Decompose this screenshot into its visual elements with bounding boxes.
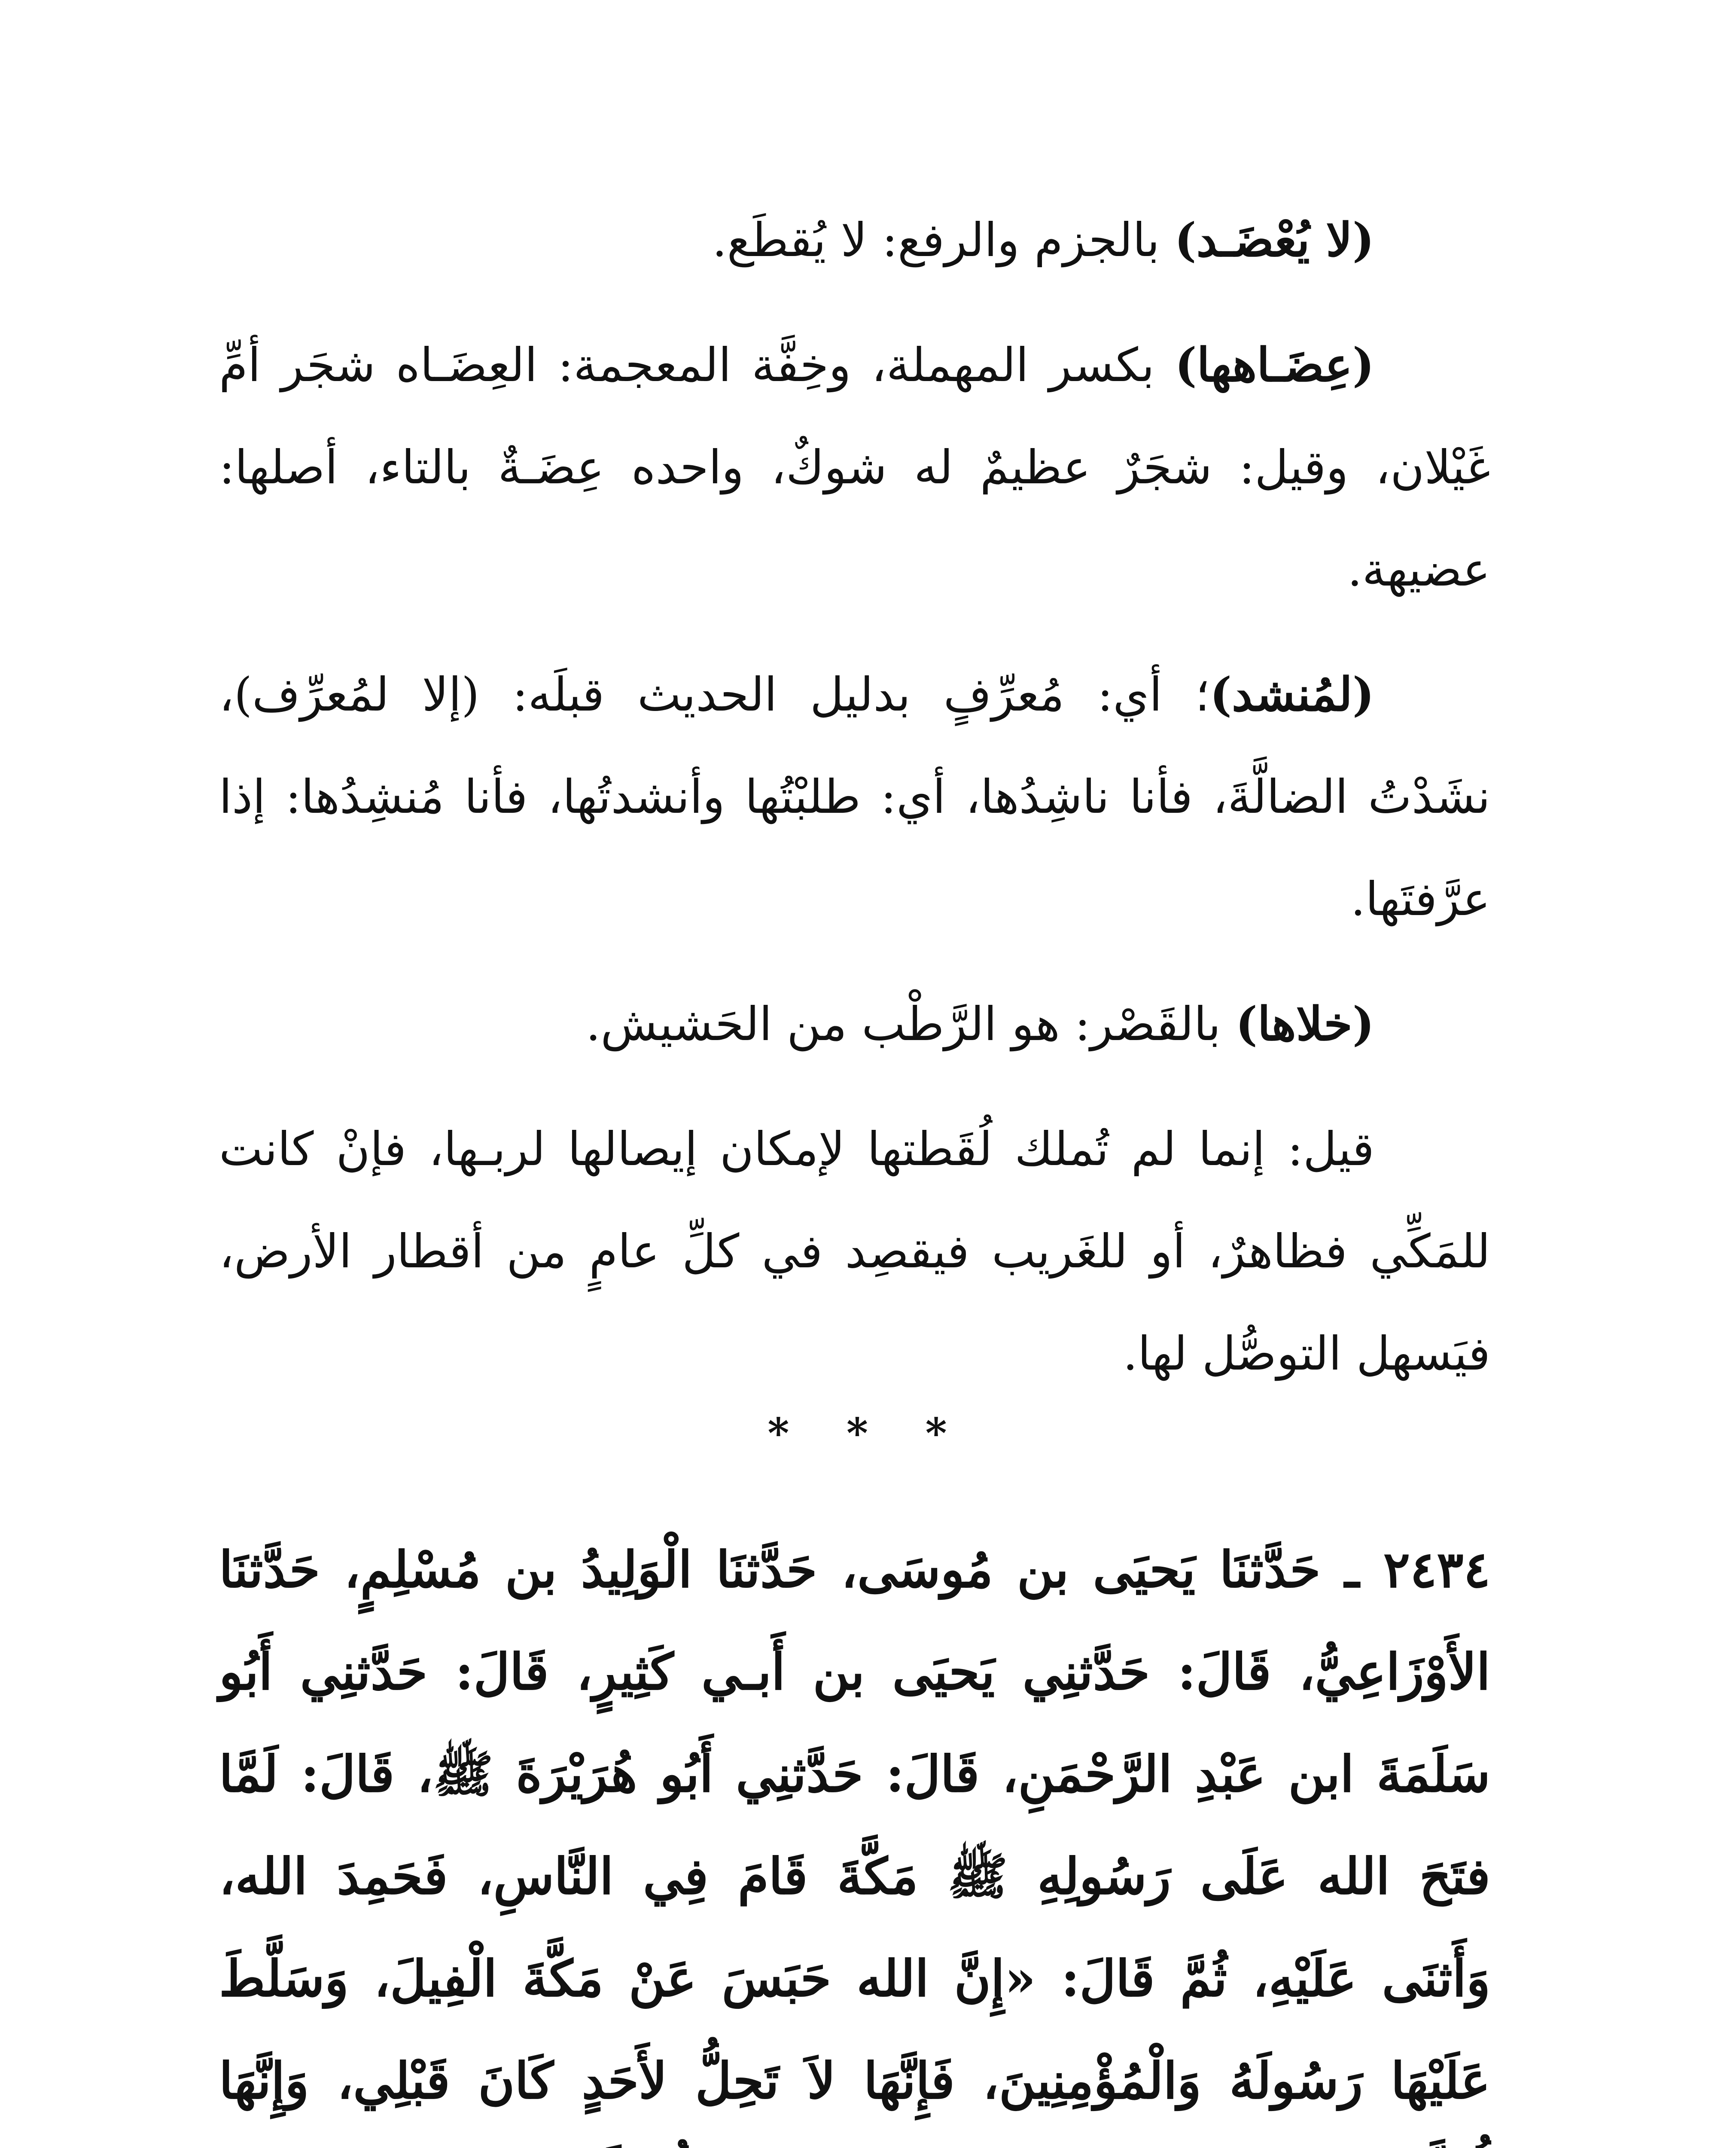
gloss-headword: (عِضَـاهها) [1175, 338, 1374, 392]
gloss-paragraph [219, 314, 1490, 621]
gloss-headword: (خلاها) [1235, 997, 1374, 1051]
gloss-paragraph [219, 973, 1490, 1076]
hadith-number: ٢٤٣٤ ـ [1344, 1541, 1490, 1599]
gloss-text: بالجزم والرفع: لا يُقطَع. [712, 214, 1175, 267]
section-divider: * * * [767, 1409, 969, 1458]
hadith-block [219, 1519, 1490, 2148]
commentary-block [219, 189, 1490, 1428]
gloss-headword: (لمُنشد) [1209, 668, 1374, 722]
hadith-text: حَدَّثنَا يَحيَى بن مُوسَى، حَدَّثنَا الْوَلِيدُ بن مُسْلِمٍ، حَدَّثنَا الأَوْزَاعِيُّ، قَالَ: حَدَّثنِي يَحيَى بن أَبـي كَثِيرٍ، قَالَ: حَدَّثنِي أَبُو سَلَمَةَ ابن عَبْدِ الرَّحْمَنِ، قَالَ: حَدَّثنِي أَبُو هُرَيْرَةَ ﷺ، قَالَ: لَمَّا فتَحَ الله عَلَى رَسُولِهِ ﷺ مَكَّةَ قَامَ فِي النَّاسِ، فَحَمِدَ الله، وَأَثنَى عَلَيْهِ، ثُمَّ قَالَ: «إِنَّ الله حَبَسَ عَنْ مَكَّةَ الْفِيلَ، وَسَلَّطَ عَلَيْهَا رَسُولَهُ وَالْمُؤْمِنِينَ، فَإِنَّهَا لاَ تَحِلُّ لأَحَدٍ كَانَ قَبْلِي، وَإِنَّهَا [219, 1541, 1490, 2110]
gloss-paragraph [219, 1098, 1490, 1405]
gloss-text: ؛ أي: مُعرِّفٍ بدليل الحديث قبلَه: (إلا لمُعرِّف)، نشَدْتُ الضالَّةَ، فأنا ناشِدُها، أي: طلبْتُها وأنشدتُها، فأنا مُنشِدُها: إذا عرَّفتَها. [219, 668, 1490, 926]
gloss-headword: (لا يُعْضَـد) [1174, 213, 1374, 267]
gloss-text: بالقَصْر: هو الرَّطْب من الحَشيش. [586, 998, 1236, 1051]
gloss-paragraph [219, 189, 1490, 292]
gloss-text: بكسر المهملة، وخِفَّة المعجمة: العِضَـاه شجَر أمِّ غَيْلان، وقيل: شجَرٌ عظيمٌ له شوكٌ، واحده عِضَـةٌ بالتاء، أصلها: عضيهة. [219, 339, 1490, 597]
gloss-text: قيل: إنما لم تُملك لُقَطتها لإمكان إيصالها لربـها، فإنْ كانت للمَكِّي فظاهرٌ، أو للغَريب فيقصِد في كلِّ عامٍ من أقطار الأرض، فيَسهل التوصُّل لها. [219, 1123, 1490, 1381]
gloss-paragraph [219, 644, 1490, 951]
